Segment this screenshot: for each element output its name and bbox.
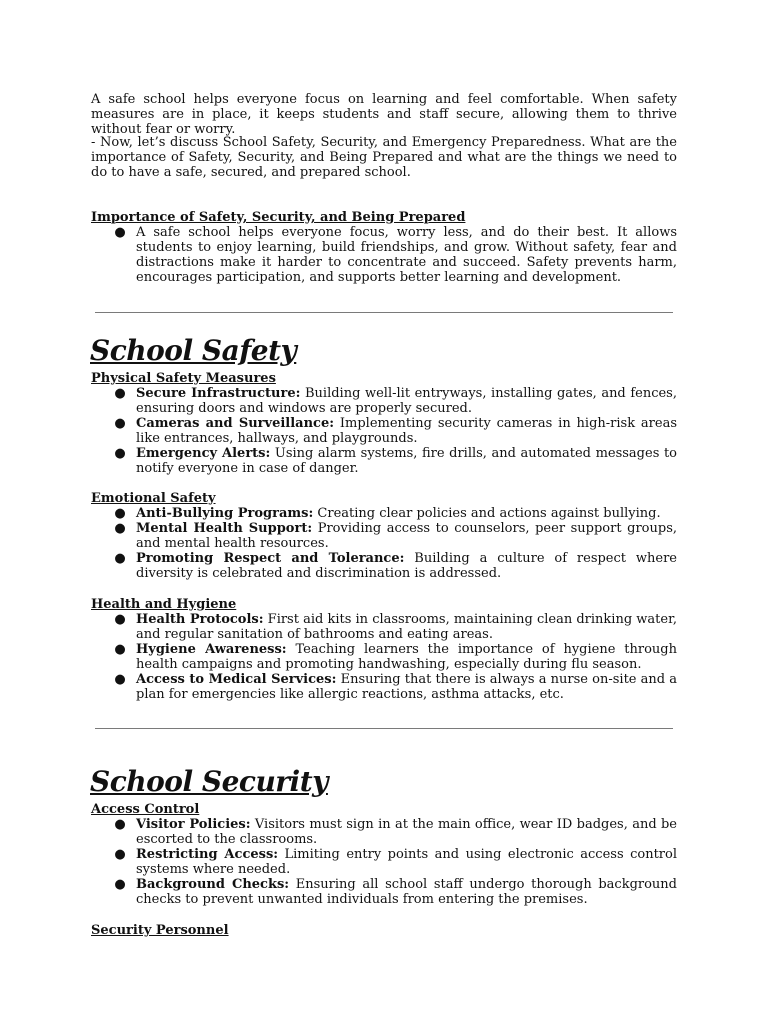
item-text: Providing access to counselors, peer support groups, and mental health resources. — [136, 521, 677, 551]
item-text: Using alarm systems, fire drills, and automated messages to notify everyone in case of danger. — [136, 446, 677, 476]
item-text: Building a culture of respect where diversity is celebrated and discrimination is addressed. — [136, 551, 677, 581]
bullet-icon: ● — [114, 642, 126, 657]
bullet-icon: ● — [114, 612, 126, 627]
section-physical-safety — [91, 371, 677, 476]
section-heading: Health and Hygiene — [91, 597, 237, 612]
item-text: Limiting entry points and using electronic access control systems where needed. — [136, 847, 677, 877]
bullet-icon: ● — [114, 847, 126, 862]
section-heading: Physical Safety Measures — [91, 371, 276, 386]
item-term: Cameras and Surveillance: — [136, 416, 335, 431]
item-term: Secure Infrastructure: — [136, 386, 301, 401]
item-text: Implementing security cameras in high-risk areas like entrances, hallways, and playgrounds. — [136, 416, 678, 446]
item-term: Access to Medical Services: — [136, 672, 337, 687]
bullet-list — [91, 386, 677, 476]
list-item — [91, 416, 677, 446]
item-text: Building well-lit entryways, installing gates, and fences, ensuring doors and windows are properly secured. — [136, 386, 677, 416]
item-term: Restricting Access: — [136, 847, 279, 862]
list-item-text: A safe school helps everyone focus, worry less, and do their best. It allows students to enjoy learning, build friendships, and grow. Without safety, fear and distractions make it harder to concentrate and succeed. Safety prevents harm, encourages participation, and supports better learning and development. — [136, 225, 677, 285]
bullet-icon: ● — [114, 672, 126, 687]
item-text: First aid kits in classrooms, maintaining clean drinking water, and regular sanitation of bathrooms and eating areas. — [136, 612, 678, 642]
item-term: Hygiene Awareness: — [136, 642, 287, 657]
section-security-personnel — [91, 923, 677, 938]
item-term: Emergency Alerts: — [136, 446, 271, 461]
school-security-title: School Security — [90, 765, 328, 798]
item-term: Anti-Bullying Programs: — [136, 506, 314, 521]
section-access-control — [91, 802, 677, 907]
item-text: Teaching learners the importance of hygiene through health campaigns and promoting handwashing, especially during flu season. — [136, 642, 678, 672]
section-heading: Access Control — [91, 802, 200, 817]
bullet-icon: ● — [114, 551, 126, 566]
bullet-list — [91, 817, 677, 907]
list-item — [91, 521, 677, 551]
list-item — [91, 506, 677, 521]
bullet-list — [91, 612, 677, 702]
list-item — [91, 225, 677, 285]
section-health-hygiene — [91, 597, 677, 702]
school-safety-title: School Safety — [90, 334, 297, 367]
section-heading: Security Personnel — [91, 923, 229, 938]
list-item — [91, 642, 677, 672]
bullet-icon: ● — [114, 521, 126, 536]
bullet-list — [91, 506, 677, 581]
list-item — [91, 877, 677, 907]
item-text: Ensuring that there is always a nurse on-site and a plan for emergencies like allergic reactions, asthma attacks, etc. — [136, 672, 677, 702]
bullet-icon: ● — [114, 446, 126, 461]
bullet-icon: ● — [114, 386, 126, 401]
bullet-icon: ● — [114, 225, 126, 240]
item-term: Promoting Respect and Tolerance: — [136, 551, 405, 566]
item-term: Mental Health Support: — [136, 521, 313, 536]
bullet-icon: ● — [114, 877, 126, 892]
section-heading: Emotional Safety — [91, 491, 216, 506]
importance-list — [91, 225, 677, 285]
item-text: Creating clear policies and actions against bullying. — [313, 506, 661, 521]
item-term: Visitor Policies: — [136, 817, 251, 832]
list-item — [91, 551, 677, 581]
bullet-icon: ● — [114, 506, 126, 521]
intro-paragraph-2: - Now, let’s discuss School Safety, Security, and Emergency Preparedness. What are the importance of Safety, Security, and Being Prepared and what are the things we need to do to have a safe, secured, and prepared school. — [91, 135, 677, 180]
importance-heading: Importance of Safety, Security, and Being Prepared — [91, 210, 466, 225]
section-emotional-safety — [91, 491, 677, 581]
list-item — [91, 817, 677, 847]
list-item — [91, 386, 677, 416]
list-item — [91, 672, 677, 702]
list-item — [91, 446, 677, 476]
bullet-icon: ● — [114, 416, 126, 431]
list-item — [91, 847, 677, 877]
item-text: Visitors must sign in at the main office, wear ID badges, and be escorted to the classrooms. — [136, 817, 678, 847]
item-term: Background Checks: — [136, 877, 290, 892]
bullet-icon: ● — [114, 817, 126, 832]
list-item — [91, 612, 677, 642]
item-term: Health Protocols: — [136, 612, 264, 627]
intro-paragraph-1: A safe school helps everyone focus on learning and feel comfortable. When safety measures are in place, it keeps students and staff secure, allowing them to thrive without fear or worry. — [91, 92, 677, 137]
item-text: Ensuring all school staff undergo thorough background checks to prevent unwanted individuals from entering the premises. — [136, 877, 677, 907]
horizontal-divider — [95, 728, 673, 729]
horizontal-divider — [95, 312, 673, 313]
